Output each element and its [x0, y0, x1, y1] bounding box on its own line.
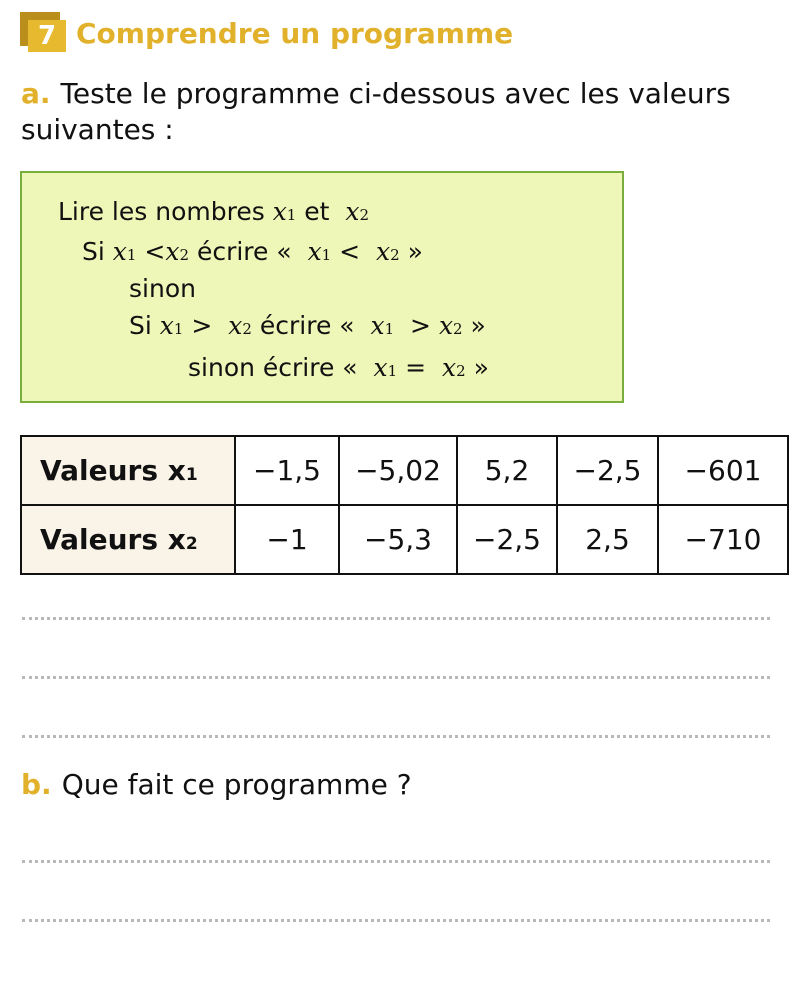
- program-text: Si: [82, 237, 105, 266]
- question-b-text: Que fait ce programme ?: [61, 768, 412, 801]
- exercise-number: 7: [28, 20, 66, 52]
- var-x: x: [370, 311, 385, 340]
- subscript-2: 2: [242, 320, 252, 338]
- var-x: x: [159, 311, 174, 340]
- table-cell: −601: [658, 436, 788, 505]
- program-text: écrire «: [259, 311, 355, 340]
- program-text: Si: [129, 311, 152, 340]
- question-b-letter: b.: [21, 768, 52, 801]
- program-line-3: sinon: [129, 274, 196, 303]
- operator-eq: =: [405, 353, 427, 382]
- subscript-1: 1: [173, 320, 184, 338]
- program-box: [20, 171, 624, 403]
- program-line-5: [188, 353, 489, 386]
- subscript-2: 2: [453, 320, 463, 338]
- var-x: x: [438, 311, 454, 340]
- answer-line[interactable]: [22, 735, 770, 738]
- var-x: x: [376, 237, 391, 266]
- subscript-1: 1: [126, 246, 137, 264]
- answer-line[interactable]: [22, 919, 770, 922]
- subscript-1: 1: [321, 246, 332, 264]
- subscript-2: 2: [179, 246, 189, 264]
- subscript-2: 2: [390, 246, 400, 264]
- question-b: [21, 767, 412, 803]
- table-row: [21, 505, 788, 574]
- var-x: x: [307, 237, 322, 266]
- program-text: »: [473, 353, 489, 382]
- var-x: x: [165, 237, 180, 266]
- program-text: sinon écrire «: [188, 353, 358, 382]
- question-a: [21, 76, 791, 148]
- table-cell: −1: [235, 505, 339, 574]
- var-x: x: [272, 197, 287, 226]
- table-cell: −2,5: [457, 505, 557, 574]
- row-header-label: Valeurs x: [40, 523, 186, 556]
- program-text: Lire les nombres: [58, 197, 265, 226]
- table-cell: 2,5: [557, 505, 658, 574]
- row-header-label: Valeurs x: [40, 454, 186, 487]
- var-x: x: [441, 353, 457, 382]
- var-x: x: [345, 197, 360, 226]
- subscript-1: 1: [387, 362, 398, 380]
- var-x: x: [112, 237, 127, 266]
- values-table: [20, 435, 789, 575]
- table-cell: −5,02: [339, 436, 457, 505]
- question-a-text: Teste le programme ci-dessous avec les valeurs suivantes :: [21, 77, 731, 146]
- var-x: x: [373, 353, 388, 382]
- program-line-4: [129, 311, 486, 344]
- question-a-letter: a.: [21, 77, 51, 110]
- row-header-x2: [21, 505, 235, 574]
- answer-line[interactable]: [22, 860, 770, 863]
- row-header-x1: [21, 436, 235, 505]
- row-header-subscript: 1: [185, 465, 198, 485]
- program-text: »: [407, 237, 423, 266]
- program-line-2: [82, 237, 423, 270]
- subscript-1: 1: [286, 206, 297, 224]
- table-cell: 5,2: [457, 436, 557, 505]
- row-header-subscript: 2: [185, 534, 198, 554]
- answer-line[interactable]: [22, 617, 770, 620]
- operator-gt: >: [191, 311, 213, 340]
- var-x: x: [228, 311, 243, 340]
- program-text: écrire «: [196, 237, 292, 266]
- subscript-1: 1: [384, 320, 395, 338]
- table-cell: −2,5: [557, 436, 658, 505]
- operator-lt: <: [339, 237, 361, 266]
- answer-line[interactable]: [22, 676, 770, 679]
- program-line-1: [58, 197, 369, 230]
- exercise-number-badge: [20, 12, 66, 52]
- exercise-title: Comprendre un programme: [76, 17, 514, 50]
- subscript-2: 2: [456, 362, 466, 380]
- table-row: [21, 436, 788, 505]
- table-cell: −1,5: [235, 436, 339, 505]
- table-cell: −710: [658, 505, 788, 574]
- subscript-2: 2: [359, 206, 370, 224]
- table-cell: −5,3: [339, 505, 457, 574]
- program-text: et: [304, 197, 330, 226]
- operator-lt: <: [144, 237, 166, 266]
- operator-gt: >: [410, 311, 431, 340]
- program-text: »: [470, 311, 486, 340]
